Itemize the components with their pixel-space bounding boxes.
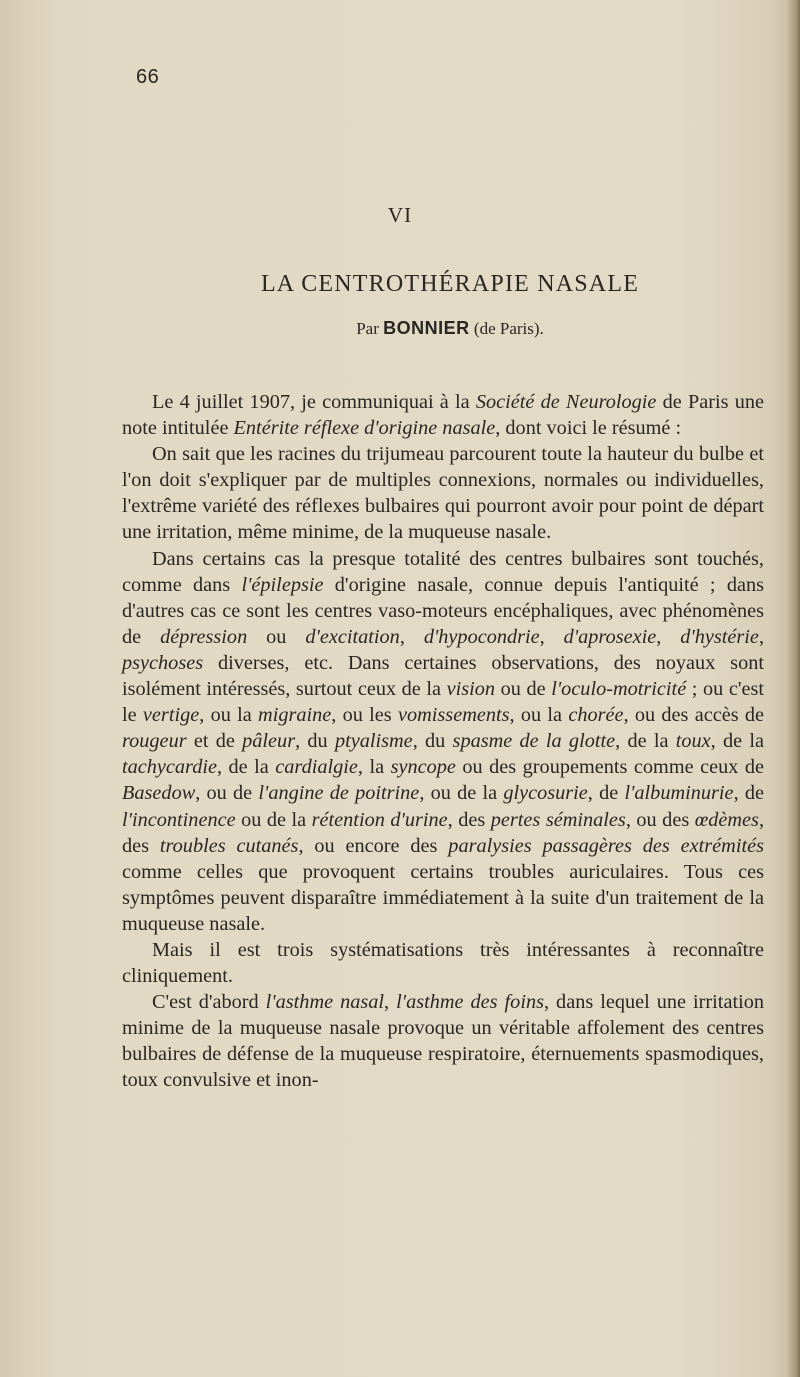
text-run: , ou des accès de [623,704,765,727]
text-run: , ou de la [419,782,504,805]
italic-term: d'hypocondrie [423,625,540,648]
italic-term: spasme de la glotte [452,730,616,753]
paragraph [122,989,764,1093]
body-text [122,389,764,1094]
text-run: , [399,625,424,648]
text-run: , ou encore des [298,834,449,857]
italic-term: vomissements [397,704,510,727]
italic-term: l'asthme des foins [396,991,544,1014]
text-run: , des [122,808,765,857]
text-run: ou de la [235,808,312,831]
italic-term: d'aprosexie [563,625,657,648]
text-run: , [656,625,681,648]
italic-term: l'oculo-motricité [551,678,687,701]
byline-suffix: (de Paris). [473,319,544,338]
italic-term: l'albuminurie [624,782,734,805]
text-run: , [384,991,397,1014]
page-number: 66 [136,66,160,88]
italic-term: tachycardie [122,756,217,779]
text-run: d'origine nasale, connue depuis l'antiquité ; dans d'autres cas ce sont les centres vaso-moteurs encéphaliques, avec phénomènes de [122,573,765,648]
italic-term: dépression [160,625,248,648]
text-run: de Paris une note intitulée [122,391,764,440]
text-run: , du [412,730,453,753]
text-run: , de la [216,756,276,779]
italic-term: d'hystérie [680,625,759,648]
italic-term: ptyalisme [334,730,413,753]
paragraph [122,389,764,441]
chapter-number: VI [387,203,413,227]
italic-term: l'incontinence [122,808,236,831]
text-run: ou des groupements comme ceux de [455,756,764,779]
italic-term: troubles cutanés [159,834,299,857]
text-run: , de [733,782,764,805]
text-run: , ou la [509,704,569,727]
text-run: , des [447,808,491,831]
text-run: comme celles que provoquent certains troubles auriculaires. Tous ces symptômes peuvent disparaître immédiatement à la suite d'un traitement de la muqueuse nasale. [122,860,764,935]
italic-term: toux [675,730,711,753]
italic-term: Entérite réflexe d'origine nasale [233,417,496,440]
text-run: C'est d'abord [152,991,266,1014]
italic-term: pertes séminales [490,808,626,831]
text-run: , dont voici le résumé : [495,417,682,440]
paragraph [122,441,764,545]
text-run: , de [587,782,625,805]
italic-term: vertige [142,704,200,727]
text-run: , de la [615,730,676,753]
text-run: , ou des [625,808,695,831]
italic-term: glycosurie [503,782,588,805]
text-run: On sait que les racines du trijumeau parcourent toute la hauteur du bulbe et l'on doit s'expliquer par de multiples connexions, normales ou individuelles, l'extrême variété des réflexes bulbaires qui pourront avoir pour point de départ une irritation, même minime, de la muqueuse nasale. [122,443,764,544]
text-run: , [539,625,564,648]
byline-prefix: Par [356,319,379,338]
italic-term: paralysies passagères des extrémités [448,834,764,857]
italic-term: syncope [390,756,456,779]
text-run: , ou les [331,704,398,727]
text-run: , dans lequel une irritation minime de la muqueuse nasale provoque un véritable affolement des centres bulbaires de défense de la muqueuse respiratoire, éternuements spasmodiques, toux convulsive et inon- [122,991,764,1092]
text-run: , ou la [199,704,259,727]
italic-term: cardialgie [275,756,358,779]
text-run: Dans certains cas la presque totalité des centres bulbaires sont touchés, comme dans [122,547,764,596]
text-run: ou [247,625,306,648]
text-run: , ou de [195,782,259,805]
paragraph [122,546,764,937]
italic-term: migraine [258,704,332,727]
byline [0,318,800,339]
italic-term: d'excitation [305,625,400,648]
text-run: Le 4 juillet 1907, je communiquai à la [152,391,476,413]
italic-term: chorée [568,704,624,727]
italic-term: l'épilepsie [241,573,324,596]
italic-term: œdèmes [694,808,759,831]
italic-term: pâleur [242,730,296,753]
author-name: BONNIER [383,318,470,338]
text-run: et de [186,730,243,753]
text-run: , de la [710,730,765,753]
italic-term: Société de Neurologie [475,391,657,413]
text-run: ou de [495,678,552,701]
italic-term: psychoses [122,651,204,674]
italic-term: l'asthme nasal [265,991,385,1014]
text-run: diverses, etc. Dans certaines observations, des noyaux sont isolément intéressés, surtout ceux de la [122,651,764,701]
italic-term: l'angine de poitrine [258,782,420,805]
italic-term: vision [446,678,496,701]
text-run: , du [295,730,335,753]
italic-term: rougeur [122,730,187,753]
italic-term: rétention d'urine [311,808,448,831]
paragraph [122,937,764,989]
italic-term: Basedow [122,782,196,805]
chapter-title: LA CENTROTHÉRAPIE NASALE [260,271,640,297]
text-run: ; ou c'est le [122,678,765,727]
text-run: Mais il est trois systématisations très intéressantes à reconnaître cliniquement. [122,938,764,988]
text-run: , [758,625,765,648]
text-run: , la [357,756,391,779]
